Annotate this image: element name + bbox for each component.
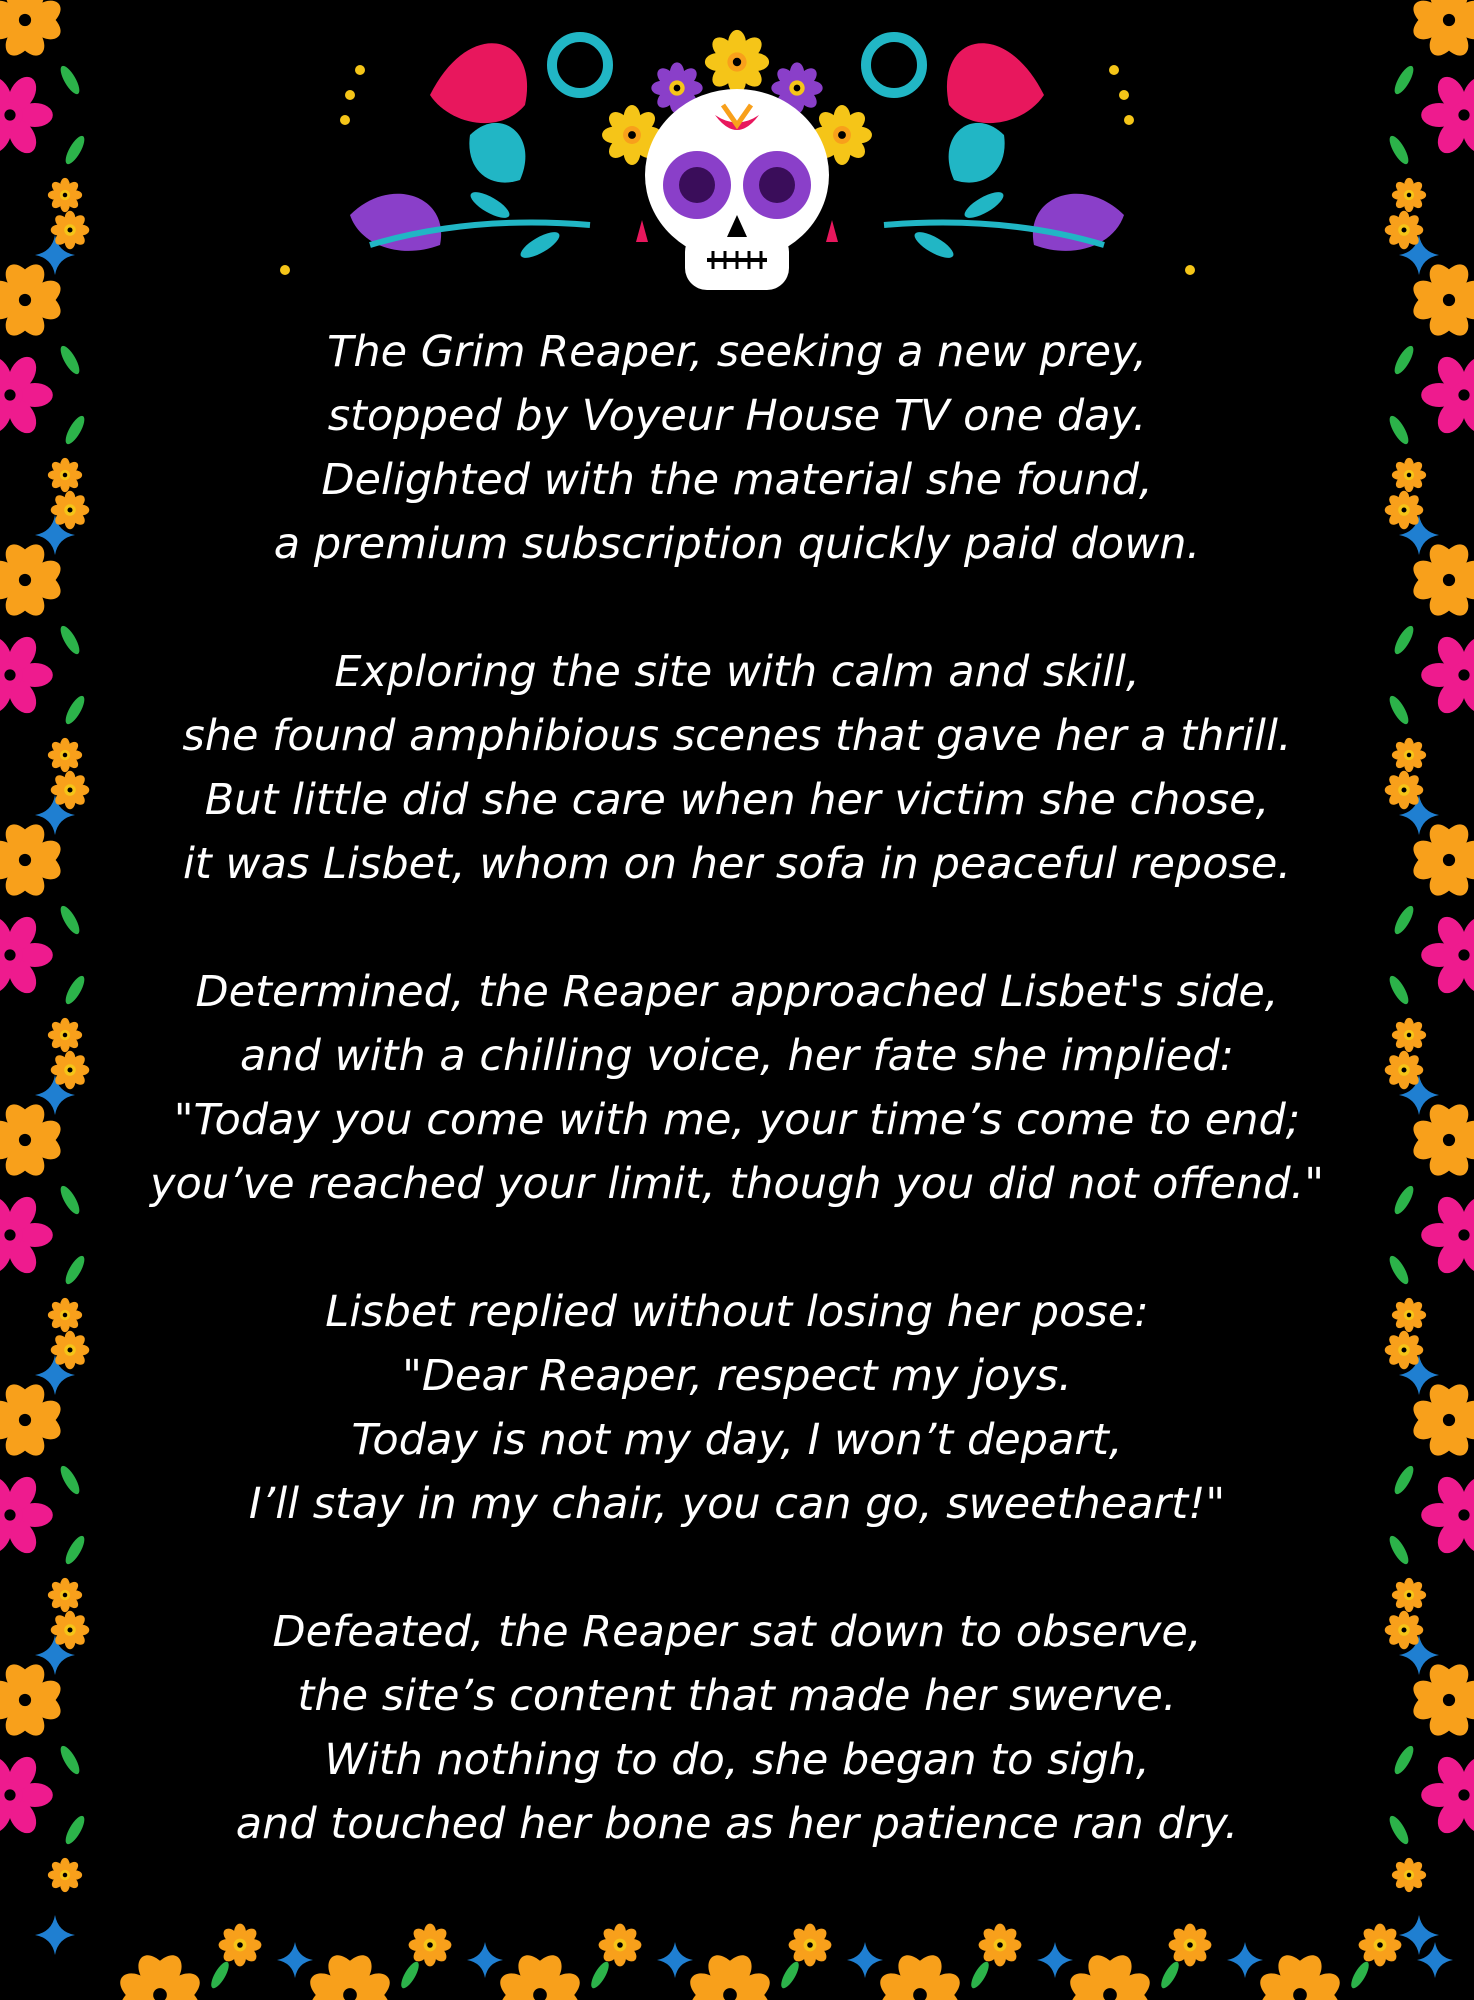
poem-line: and with a chilling voice, her fate she implied: (239, 1031, 1235, 1081)
dot-icon (340, 115, 350, 125)
leaf-icon (208, 1959, 232, 1990)
diamond-icon (1417, 1942, 1453, 1978)
poem-stanza (0, 960, 1474, 1216)
poem-line: she found amphibious scenes that gave her a thrill. (182, 711, 1292, 761)
leaf-icon (1391, 63, 1417, 96)
poem-line: Defeated, the Reaper sat down to observe, (272, 1607, 1202, 1657)
heart-flower-icon (1413, 0, 1474, 56)
red-flower-icon (947, 43, 1044, 123)
pink-flower-icon (1421, 72, 1474, 158)
small-flower-icon (48, 178, 82, 212)
heart-flower-icon (880, 1955, 960, 2000)
swirl-icon (866, 37, 922, 93)
poem-line: "Dear Reaper, respect my joys. (402, 1351, 1072, 1401)
heart-flower-icon (690, 1955, 770, 2000)
small-flower-icon (1385, 211, 1424, 250)
small-flower-icon (1392, 178, 1426, 212)
heart-flower-icon (1260, 1955, 1340, 2000)
poem-line: and touched her bone as her patience ran dry. (235, 1799, 1239, 1849)
poem-stanza (0, 1280, 1474, 1536)
poem-line: Determined, the Reaper approached Lisbet's side, (195, 967, 1279, 1017)
dot-icon (1109, 65, 1119, 75)
pink-flower-icon (0, 72, 53, 158)
dot-icon (280, 265, 290, 275)
poem-stanza (0, 1600, 1474, 1856)
small-flower-icon (599, 1924, 642, 1967)
dot-icon (345, 90, 355, 100)
small-flower-icon (409, 1924, 452, 1967)
small-flower-icon (979, 1924, 1022, 1967)
heart-flower-icon (310, 1955, 390, 2000)
poem-line: it was Lisbet, whom on her sofa in peaceful repose. (182, 839, 1292, 889)
small-flower-icon (51, 211, 90, 250)
dot-icon (355, 65, 365, 75)
poem-text (0, 320, 1474, 1856)
leaf-icon (517, 227, 563, 262)
leaf-icon (778, 1959, 802, 1990)
diamond-icon (847, 1942, 883, 1978)
dot-icon (1119, 90, 1129, 100)
dot-icon (1185, 265, 1195, 275)
poem-line: Delighted with the material she found, (321, 455, 1153, 505)
poem-line: With nothing to do, she began to sigh, (324, 1735, 1150, 1785)
poem-line: a premium subscription quickly paid down. (273, 519, 1201, 569)
small-flower-icon (1392, 1858, 1426, 1892)
heart-flower-icon (1070, 1955, 1150, 2000)
purple-flower-icon (350, 194, 441, 251)
sugar-skull-header (280, 30, 1195, 290)
poem-stanza (0, 640, 1474, 896)
dot-icon (1124, 115, 1134, 125)
red-flower-icon (430, 43, 527, 123)
sugar-skull-icon (636, 89, 838, 290)
poem-line: you’ve reached your limit, though you did not offend." (150, 1159, 1324, 1209)
teal-flower-icon (949, 123, 1005, 183)
heart-flower-icon (0, 0, 61, 56)
poem-line: I’ll stay in my chair, you can go, sweetheart!" (248, 1479, 1226, 1529)
poem-line: stopped by Voyeur House TV one day. (327, 391, 1147, 441)
poem-line: "Today you come with me, your time’s come to end; (173, 1095, 1301, 1145)
leaf-icon (398, 1959, 422, 1990)
leaf-icon (961, 187, 1007, 222)
poem-line: Exploring the site with calm and skill, (334, 647, 1140, 697)
small-flower-icon (48, 1858, 82, 1892)
leaf-icon (1158, 1959, 1182, 1990)
poem-line: But little did she care when her victim she chose, (204, 775, 1270, 825)
small-flower-icon (1359, 1924, 1402, 1967)
swirl-icon (552, 37, 608, 93)
poem-line: Today is not my day, I won’t depart, (351, 1415, 1123, 1465)
leaf-icon (1386, 133, 1412, 166)
leaf-icon (588, 1959, 612, 1990)
leaf-icon (968, 1959, 992, 1990)
poem-line: Lisbet replied without losing her pose: (325, 1287, 1149, 1337)
diamond-icon (277, 1942, 313, 1978)
leaf-icon (1348, 1959, 1372, 1990)
small-flower-icon (219, 1924, 262, 1967)
diamond-icon (1037, 1942, 1073, 1978)
teal-flower-icon (469, 123, 525, 183)
poem-line: the site’s content that made her swerve. (297, 1671, 1177, 1721)
heart-flower-icon (120, 1955, 200, 2000)
small-flower-icon (1169, 1924, 1212, 1967)
yellow-flower-icon (705, 30, 769, 94)
leaf-icon (467, 187, 513, 222)
leaf-icon (911, 227, 957, 262)
diamond-icon (1227, 1942, 1263, 1978)
leaf-icon (57, 63, 83, 96)
leaf-icon (62, 133, 88, 166)
small-flower-icon (789, 1924, 832, 1967)
purple-flower-icon (1033, 194, 1124, 251)
heart-flower-icon (500, 1955, 580, 2000)
poem-line: The Grim Reaper, seeking a new prey, (327, 327, 1147, 377)
diamond-icon (657, 1942, 693, 1978)
diamond-icon (467, 1942, 503, 1978)
poem-stanza (0, 320, 1474, 576)
diamond-icon (35, 1915, 75, 1955)
